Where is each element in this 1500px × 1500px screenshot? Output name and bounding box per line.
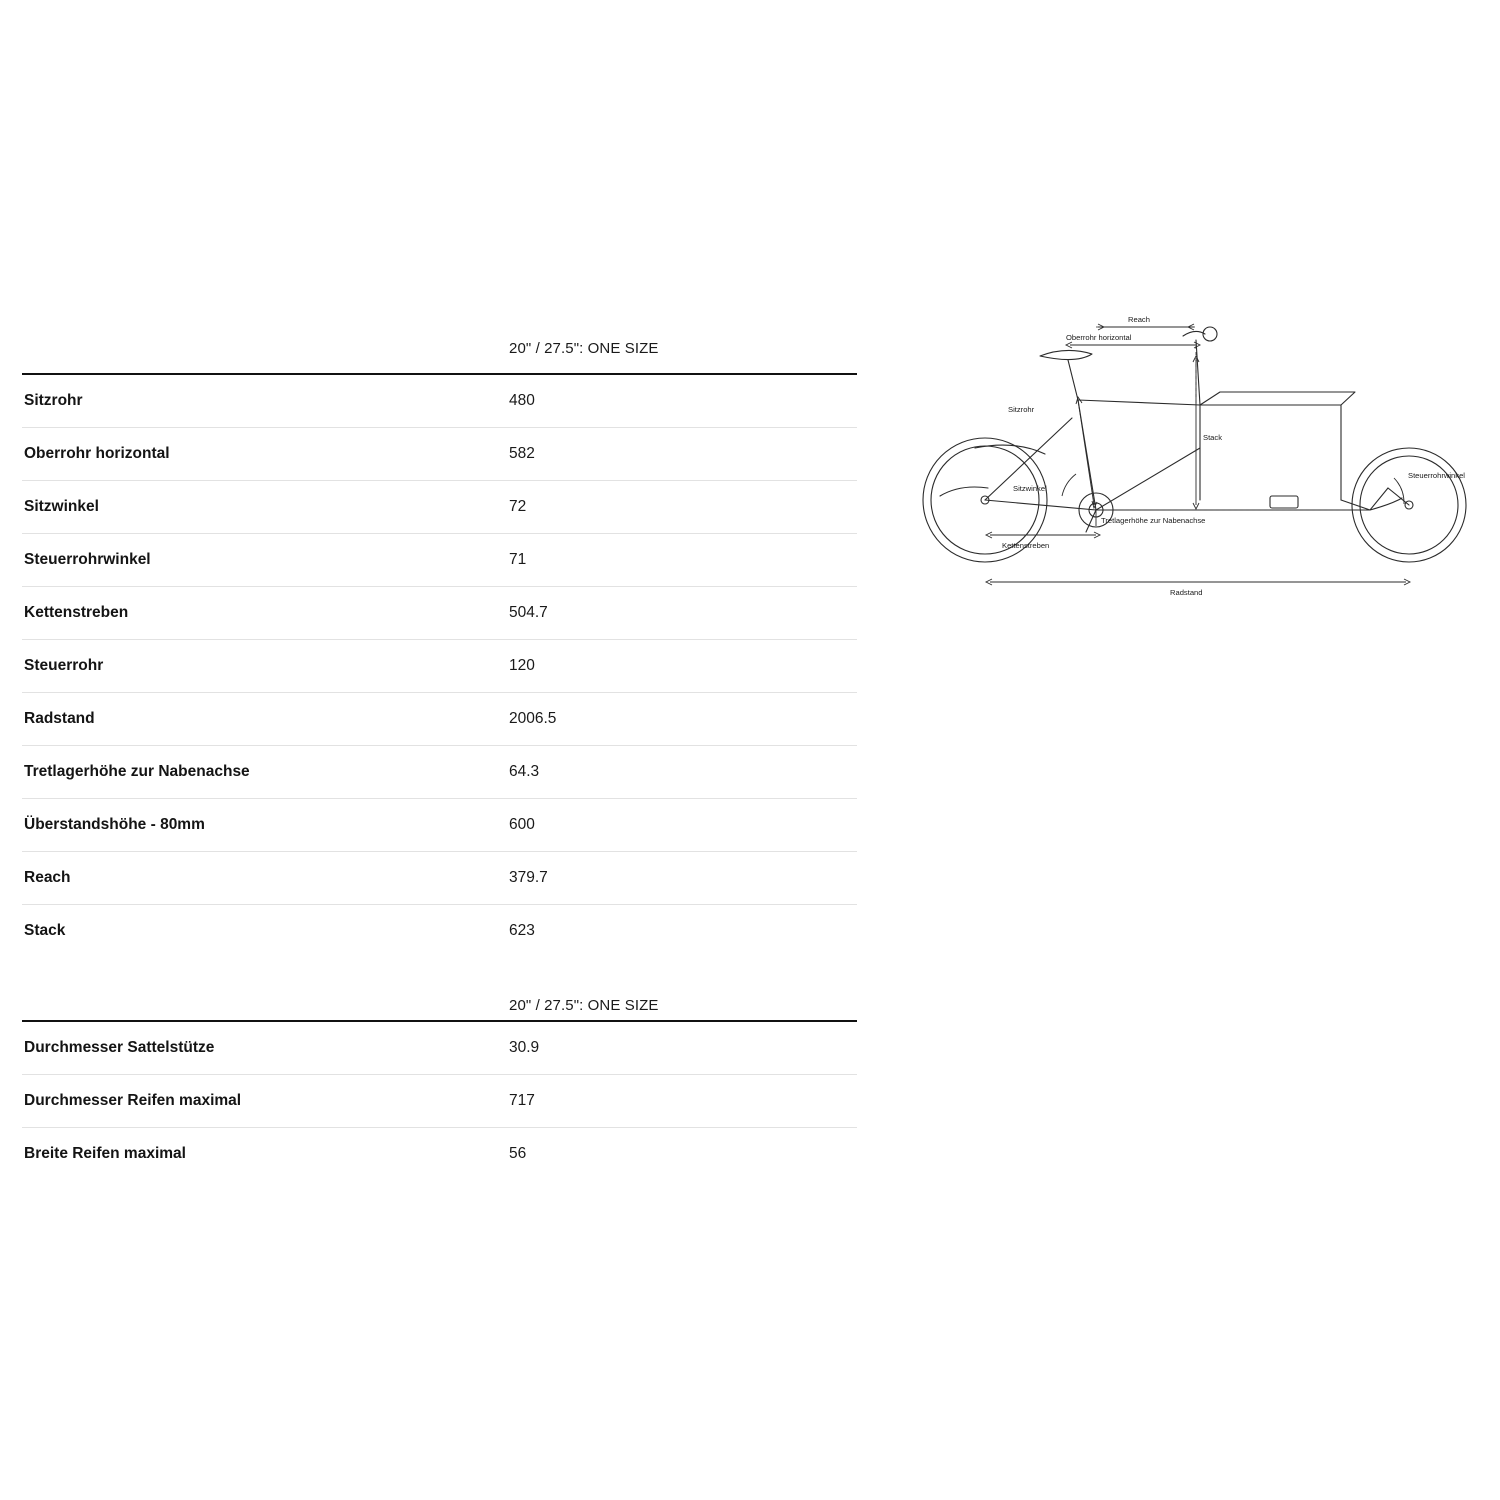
row-value: 379.7 [509,851,857,904]
rear-detail [940,487,988,496]
table-row [22,586,857,639]
row-value: 504.7 [509,586,857,639]
row-value: 2006.5 [509,692,857,745]
label-oberrohr-horizontal: Oberrohr horizontal [1066,333,1132,342]
row-value: 480 [509,374,857,427]
label-sitzwinkel: Sitzwinkel [1013,484,1047,493]
table-row [22,639,857,692]
row-value: 30.9 [509,1021,857,1074]
handlebar [1183,331,1205,336]
fork-blade [1388,488,1409,505]
sitzrohr-line [1078,400,1094,505]
label-stack: Stack [1203,433,1222,442]
top-tube [1078,400,1200,405]
row-value: 600 [509,798,857,851]
row-label: Sitzwinkel [22,480,509,533]
table-row [22,1021,857,1074]
table-row [22,1127,857,1180]
row-value: 72 [509,480,857,533]
row-label: Breite Reifen maximal [24,1144,186,1162]
sitzwinkel-arc [1062,474,1076,496]
row-value: 717 [509,1074,857,1127]
label-sitzrohr: Sitzrohr [1008,405,1035,414]
label-kettenstreben: Kettenstreben [1002,541,1050,550]
cargo-box-top [1200,392,1355,405]
row-value: 623 [509,921,535,939]
section1-header-value: 20" / 27.5": ONE SIZE [509,340,659,357]
section2-header-value: 20" / 27.5": ONE SIZE [509,997,659,1014]
row-label: Oberrohr horizontal [22,427,509,480]
table-row [22,1074,857,1127]
seatpost [1068,360,1078,400]
table-row [22,904,857,957]
row-label: Überstandshöhe - 80mm [22,798,509,851]
label-tretlagerhoehe: Tretlagerhöhe zur Nabenachse [1101,516,1206,525]
section1-header-row [22,330,857,373]
row-value: 71 [509,533,857,586]
geometry-table [22,330,857,1180]
row-label: Tretlagerhöhe zur Nabenachse [22,745,509,798]
table-row [22,798,857,851]
table-row [22,851,857,904]
section1-header-label [22,330,509,373]
table-row [22,692,857,745]
table-row [22,427,857,480]
section2-header-row [22,957,857,1020]
row-value: 64.3 [509,745,857,798]
row-value: 56 [509,1144,527,1162]
row-label: Stack [24,921,66,939]
row-label: Sitzrohr [22,374,509,427]
table-row [22,374,857,427]
row-label: Steuerrohr [22,639,509,692]
saddle [1040,350,1092,359]
geometry-diagram [900,300,1490,620]
row-label: Reach [22,851,509,904]
row-label: Kettenstreben [22,586,509,639]
row-label: Radstand [22,692,509,745]
row-label: Durchmesser Reifen maximal [22,1074,509,1127]
down-tube [1096,448,1200,510]
row-value: 120 [509,639,857,692]
table-row [22,533,857,586]
label-steuerrohrwinkel: Steuerrohrwinkel [1408,471,1465,480]
row-label: Steuerrohrwinkel [22,533,509,586]
steerer-tube [1196,340,1200,405]
table-row [22,480,857,533]
table-row [22,745,857,798]
label-radstand: Radstand [1170,588,1203,597]
row-value: 582 [509,427,857,480]
row-label: Durchmesser Sattelstütze [22,1021,509,1074]
cargo-box [1200,405,1341,500]
crank-arm [1086,510,1096,532]
battery-pack [1270,496,1298,508]
label-reach: Reach [1128,315,1150,324]
section2-header-label [22,957,509,1020]
